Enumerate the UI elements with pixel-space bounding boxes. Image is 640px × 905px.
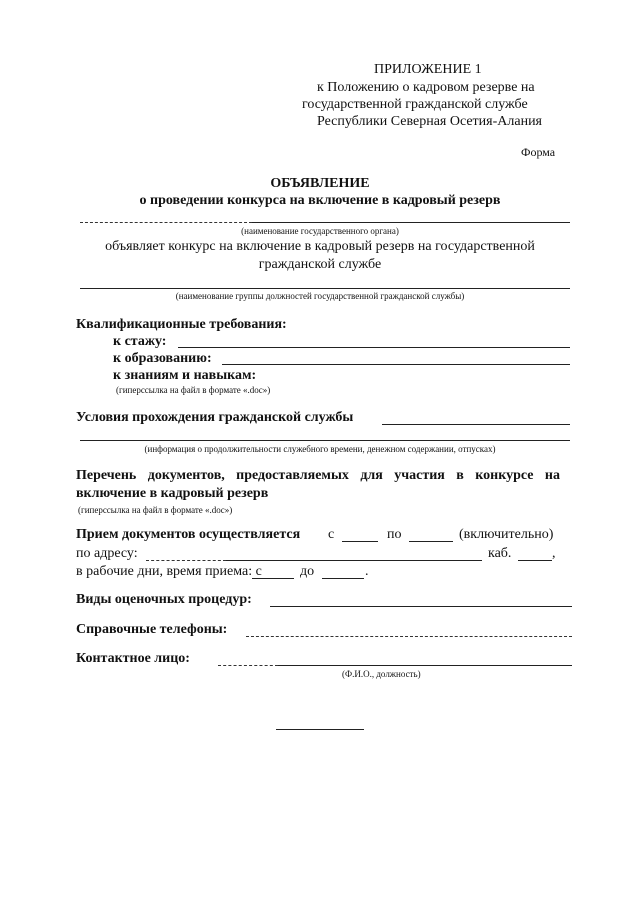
reception-hours-label: в рабочие дни, время приема: с [76,564,262,579]
contact-caption: (Ф.И.О., должность) [342,669,421,679]
org-line-right [252,222,570,223]
appendix-title: ПРИЛОЖЕНИЕ 1 [374,62,482,77]
education-field[interactable] [222,364,570,365]
contact-field[interactable] [278,665,572,666]
assessment-label: Виды оценочных процедур: [76,592,252,607]
reception-to: по [387,527,402,542]
position-group-caption: (наименование группы должностей государственной гражданской службы) [175,291,465,301]
reception-from-field[interactable] [342,541,378,542]
qualification-title: Квалификационные требования: [76,317,287,332]
contact-field-left[interactable] [218,665,278,666]
form-label: Форма [521,145,556,159]
announce-line-1: объявляет конкурс на включение в кадровый резерв на государственной [105,239,535,254]
phones-field[interactable] [246,636,572,637]
hours-to-field[interactable] [322,578,364,579]
appendix-line-2: государственной гражданской службе [302,97,528,112]
documents-line-2: включение в кадровый резерв [76,486,269,501]
appendix-line-1: к Положению о кадровом резерве на [317,80,535,95]
reception-from: с [328,527,335,542]
address-field[interactable] [226,560,482,561]
experience-field[interactable] [178,347,570,348]
appendix-line-3: Республики Северная Осетия-Алания [317,114,542,129]
service-conditions-field[interactable] [382,424,570,425]
closing-rule [276,729,364,730]
hours-from-field[interactable] [252,578,294,579]
reception-address-label: по адресу: [76,546,138,561]
page-subtitle: о проведении конкурса на включение в кадровый резерв [139,193,501,208]
address-field-left[interactable] [146,560,226,561]
reception-hours-to: до [300,564,315,579]
documents-line-1: Перечень документов, предоставляемых для участия в конкурсе на [76,468,560,483]
hours-end: . [365,564,369,579]
page-title: ОБЪЯВЛЕНИЕ [270,176,370,191]
reception-office-label: каб. [488,546,512,561]
phones-label: Справочные телефоны: [76,622,228,637]
office-end: , [552,546,556,561]
reception-to-field[interactable] [409,541,453,542]
documents-file-link[interactable]: (гиперссылка на файл в формате «.doc») [78,505,233,515]
qualification-skills: к знаниям и навыкам: [113,368,257,383]
org-caption: (наименование государственного органа) [241,226,399,236]
office-field[interactable] [518,560,552,561]
position-group-line [80,288,570,289]
assessment-field[interactable] [270,606,572,607]
qualification-experience: к стажу: [113,334,167,349]
service-conditions-label: Условия прохождения гражданской службы [76,410,354,425]
reception-inclusive: (включительно) [459,527,554,542]
service-conditions-caption: (информация о продолжительности служебного времени, денежном содержании, отпусках) [144,444,496,454]
qualification-education: к образованию: [113,351,212,366]
reception-lead: Прием документов осуществляется [76,527,301,542]
service-conditions-line [80,440,570,441]
contact-label: Контактное лицо: [76,651,190,666]
org-line-left [80,222,252,223]
skills-file-link[interactable]: (гиперссылка на файл в формате «.doc») [116,385,271,395]
announce-line-2: гражданской службе [258,257,382,272]
